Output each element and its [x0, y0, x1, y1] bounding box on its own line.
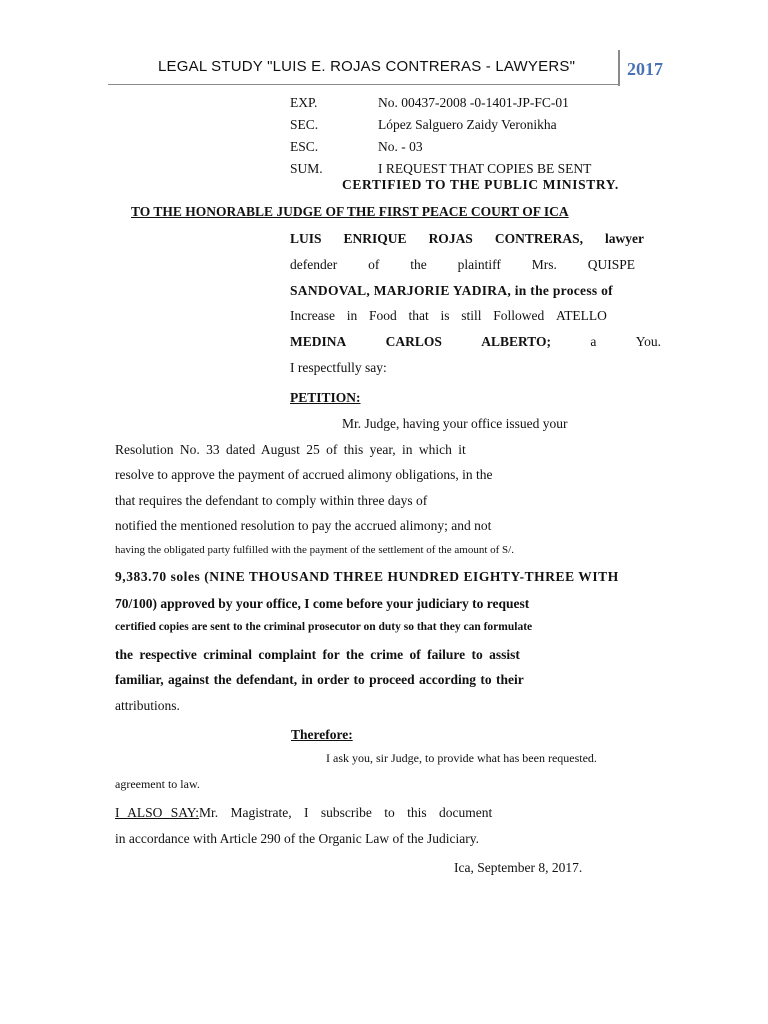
meta-sum-label: SUM.: [290, 161, 323, 176]
petition-line-5: notified the mentioned resolution to pay the accrued alimony; and not: [115, 518, 492, 533]
intro-line-4: Increase in Food that is still Followed ATELLO: [290, 308, 607, 323]
intro-line-6: I respectfully say:: [290, 360, 387, 375]
petition-line-9: certified copies are sent to the criminal prosecutor on duty so that they can formulate: [115, 621, 533, 633]
meta-sec-label: SEC.: [290, 117, 319, 132]
intro-line-2: defender of the plaintiff Mrs. QUISPE: [290, 257, 635, 272]
intro-line-1: LUIS ENRIQUE ROJAS CONTRERAS, lawyer: [290, 231, 644, 246]
petition-line-8: 70/100) approved by your office, I come before your judiciary to request: [115, 596, 530, 611]
letterhead-divider: [618, 50, 620, 86]
petition-line-11: familiar, against the defendant, in order to proceed according to their: [115, 672, 524, 687]
petition-line-4: that requires the defendant to comply within three days of: [115, 493, 428, 508]
petition-line-6: having the obligated party fulfilled with the payment of the settlement of the amount of S/.: [115, 544, 514, 556]
meta-sec-value: López Salguero Zaidy Veronikha: [378, 117, 557, 132]
closing-date: Ica, September 8, 2017.: [454, 860, 583, 875]
meta-exp-value: No. 00437-2008 -0-1401-JP-FC-01: [378, 95, 569, 110]
also-say-line-1: [115, 805, 492, 821]
meta-esc-value: No. - 03: [378, 139, 423, 154]
meta-sum-value-continued: CERTIFIED TO THE PUBLIC MINISTRY.: [342, 177, 619, 192]
also-say-label: I ALSO SAY:: [115, 805, 200, 820]
letterhead-rule: [108, 84, 620, 85]
letterhead-year: 2017: [627, 59, 663, 79]
petition-line-1: Mr. Judge, having your office issued your: [342, 416, 568, 431]
also-say-line-2: in accordance with Article 290 of the Organic Law of the Judiciary.: [115, 831, 479, 846]
meta-sum-value: I REQUEST THAT COPIES BE SENT: [378, 161, 592, 176]
letterhead-title: LEGAL STUDY "LUIS E. ROJAS CONTRERAS - LAWYERS": [158, 58, 576, 75]
therefore-line-2: agreement to law.: [115, 777, 200, 791]
intro-line-5: MEDINA CARLOS ALBERTO; a You.: [290, 334, 661, 349]
addressee: TO THE HONORABLE JUDGE OF THE FIRST PEACE COURT OF ICA: [131, 204, 569, 219]
intro-line-3: SANDOVAL, MARJORIE YADIRA, in the process of: [290, 283, 613, 298]
petition-line-12: attributions.: [115, 698, 180, 713]
petition-line-10: the respective criminal complaint for the crime of failure to assist: [115, 647, 520, 662]
meta-esc-label: ESC.: [290, 139, 319, 154]
therefore-line-1: I ask you, sir Judge, to provide what has been requested.: [326, 751, 597, 765]
therefore-heading: Therefore:: [291, 727, 353, 742]
also-say-text: Mr. Magistrate, I subscribe to this document: [199, 805, 493, 820]
petition-line-7: 9,383.70 soles (NINE THOUSAND THREE HUNDRED EIGHTY-THREE WITH: [115, 569, 619, 584]
petition-line-3: resolve to approve the payment of accrued alimony obligations, in the: [115, 467, 493, 482]
petition-heading: PETITION:: [290, 390, 361, 405]
petition-line-2: Resolution No. 33 dated August 25 of this year, in which it: [115, 442, 466, 457]
meta-exp-label: EXP.: [290, 95, 318, 110]
